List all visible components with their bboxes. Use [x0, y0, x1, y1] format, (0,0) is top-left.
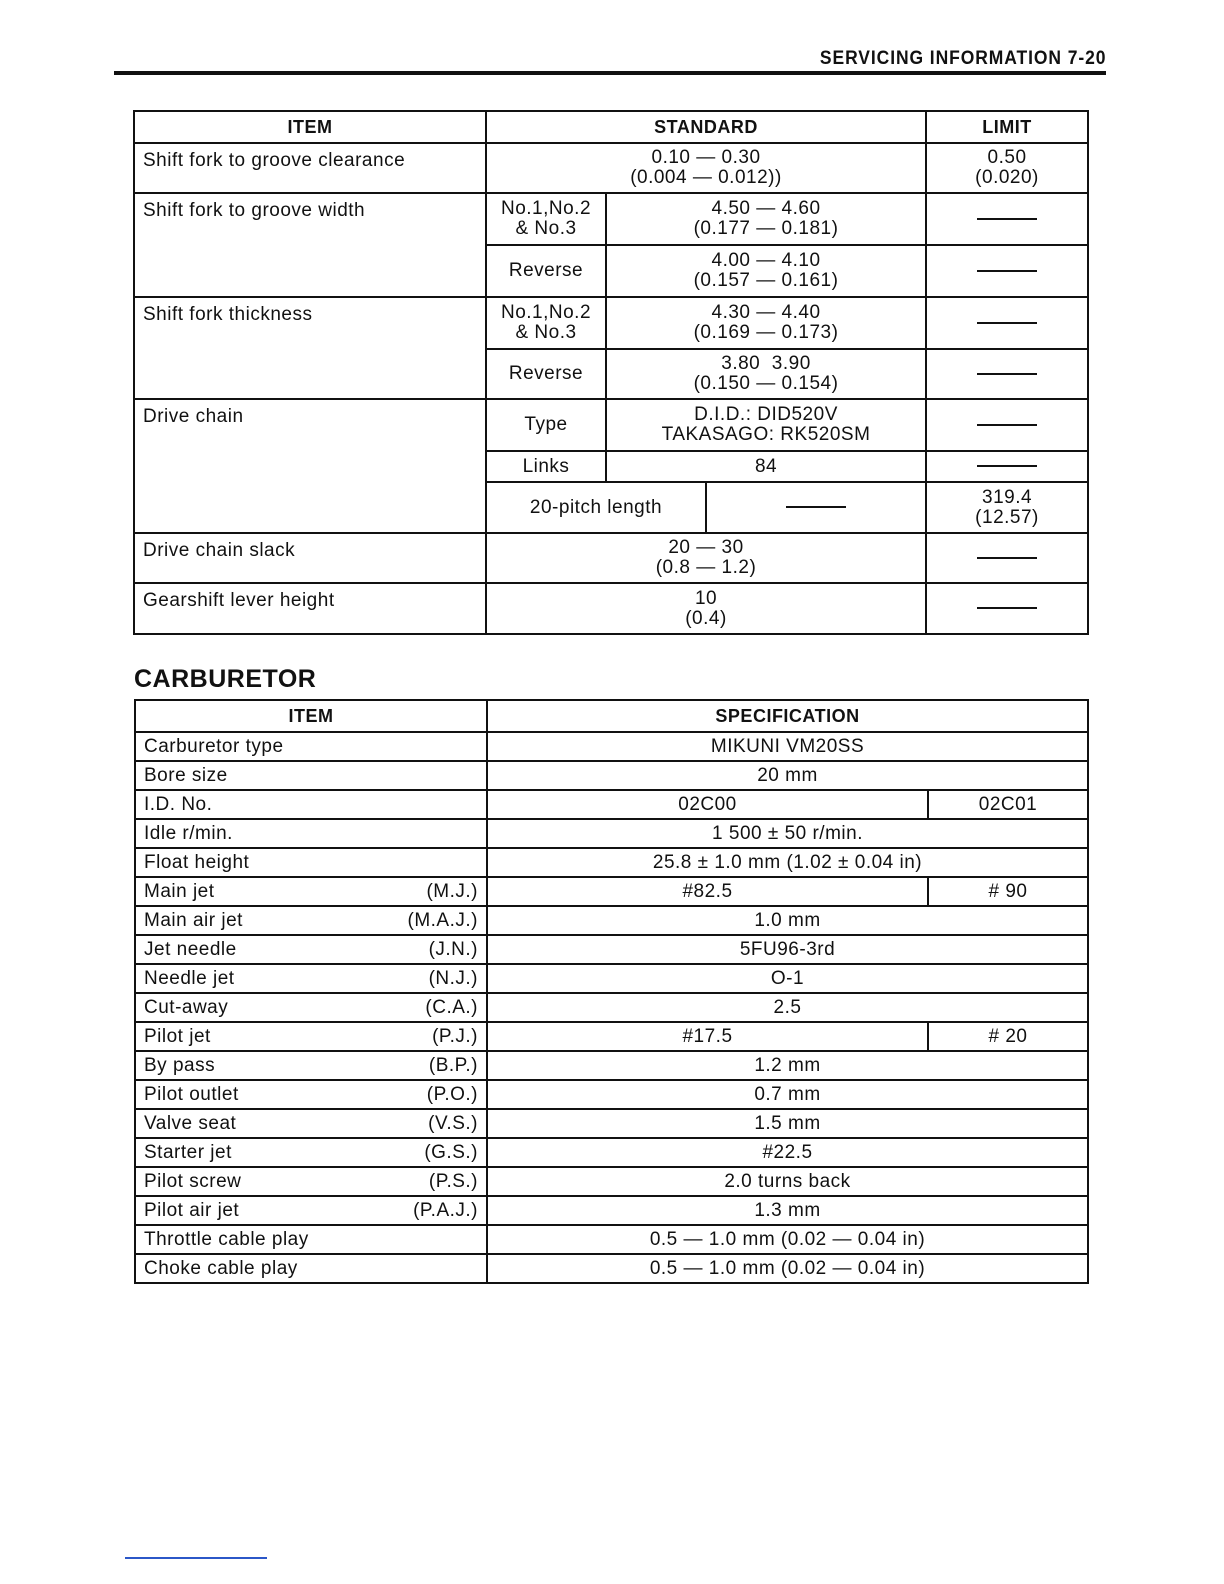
spec-cell: 0.5 — 1.0 mm (0.02 — 0.04 in) — [487, 1225, 1088, 1254]
spec-cell-alt: 02C01 — [928, 790, 1088, 819]
item-name: Bore size — [144, 764, 228, 786]
spec-cell: 1.2 mm — [487, 1051, 1088, 1080]
item-abbreviation: (P.A.J.) — [413, 1199, 478, 1221]
table-row — [135, 1080, 1088, 1109]
item-cell — [135, 790, 487, 819]
table-row — [135, 1254, 1088, 1283]
item-cell — [135, 1022, 487, 1051]
standard-cell: 84 — [606, 451, 926, 482]
item-cell — [135, 1225, 487, 1254]
spec-cell: 0.7 mm — [487, 1080, 1088, 1109]
table-row — [135, 761, 1088, 790]
standard-value-inch: (0.8 — 1.2) — [655, 557, 757, 578]
no-limit-dash — [977, 465, 1037, 467]
item-cell — [135, 964, 487, 993]
item-abbreviation: (J.N.) — [428, 938, 478, 960]
item-cell — [135, 848, 487, 877]
sub-item-cell: Type — [486, 399, 606, 451]
item-cell — [135, 1080, 487, 1109]
limit-value-inch: (0.020) — [975, 167, 1039, 188]
standard-value: D.I.D.: DID520V — [694, 404, 838, 425]
table-row — [135, 1109, 1088, 1138]
servicing-table — [133, 110, 1089, 635]
item-cell — [135, 935, 487, 964]
item-abbreviation: (P.O.) — [426, 1083, 478, 1105]
item-abbreviation: (P.S.) — [428, 1170, 478, 1192]
spec-cell: 2.0 turns back — [487, 1167, 1088, 1196]
no-limit-dash — [977, 322, 1037, 324]
spec-cell: #17.5 — [487, 1022, 928, 1051]
item-name: Pilot jet — [144, 1025, 211, 1047]
item-name: By pass — [144, 1054, 216, 1076]
sub-item-text: & No.3 — [515, 218, 577, 239]
limit-cell — [926, 193, 1088, 245]
spec-cell: 1.5 mm — [487, 1109, 1088, 1138]
item-cell: Drive chain slack — [134, 533, 486, 583]
sub-item-text: No.1,No.2 — [500, 198, 592, 219]
item-abbreviation: (B.P.) — [428, 1054, 478, 1076]
sub-item-cell — [486, 297, 606, 349]
limit-cell — [926, 533, 1088, 583]
table-row — [135, 1196, 1088, 1225]
standard-value: 4.30 — 4.40 — [711, 302, 821, 323]
item-cell — [135, 1051, 487, 1080]
spec-cell: 2.5 — [487, 993, 1088, 1022]
no-limit-dash — [977, 424, 1037, 426]
sub-item-cell: Reverse — [486, 245, 606, 297]
limit-cell — [926, 297, 1088, 349]
header-rule — [114, 71, 1106, 75]
carburetor-rows — [135, 732, 1088, 1283]
table-header-row — [135, 700, 1088, 732]
table-row — [135, 906, 1088, 935]
spec-cell-alt: # 90 — [928, 877, 1088, 906]
table-row — [135, 935, 1088, 964]
standard-cell — [486, 143, 926, 193]
spec-cell: 1.3 mm — [487, 1196, 1088, 1225]
item-cell: Shift fork to groove clearance — [134, 143, 486, 193]
item-name: Pilot air jet — [144, 1199, 240, 1221]
limit-cell — [926, 451, 1088, 482]
standard-value: 0.10 — 0.30 — [651, 147, 761, 168]
item-cell — [135, 906, 487, 935]
standard-value: 4.00 — 4.10 — [711, 250, 821, 271]
item-name: Idle r/min. — [144, 822, 233, 844]
item-name: Pilot outlet — [144, 1083, 239, 1105]
limit-value: 319.4 — [982, 486, 1033, 508]
no-limit-dash — [977, 557, 1037, 559]
spec-cell: #22.5 — [487, 1138, 1088, 1167]
limit-cell — [926, 245, 1088, 297]
item-name: Pilot screw — [144, 1170, 242, 1192]
item-cell — [135, 993, 487, 1022]
limit-cell — [926, 399, 1088, 451]
item-cell — [135, 1167, 487, 1196]
spec-cell: 0.5 — 1.0 mm (0.02 — 0.04 in) — [487, 1254, 1088, 1283]
standard-cell — [606, 245, 926, 297]
standard-cell — [486, 533, 926, 583]
item-name: Main jet — [144, 880, 215, 902]
no-limit-dash — [977, 218, 1037, 220]
item-name: Float height — [144, 851, 250, 873]
limit-value: 0.50 — [987, 147, 1027, 168]
item-cell — [135, 1196, 487, 1225]
item-cell — [135, 877, 487, 906]
table-row — [135, 848, 1088, 877]
table-row — [134, 533, 1088, 583]
standard-value-inch: (0.177 — 0.181) — [693, 218, 839, 239]
spec-cell: 25.8 ± 1.0 mm (1.02 ± 0.04 in) — [487, 848, 1088, 877]
table-row — [134, 143, 1088, 193]
standard-cell — [606, 297, 926, 349]
item-name: Choke cable play — [144, 1257, 298, 1279]
table-row — [135, 1167, 1088, 1196]
limit-cell — [926, 349, 1088, 399]
header-item: ITEM — [135, 700, 487, 732]
sub-item-cell: Links — [486, 451, 606, 482]
spec-cell: O-1 — [487, 964, 1088, 993]
header-standard: STANDARD — [486, 111, 926, 143]
table-row — [134, 399, 1088, 451]
standard-value: TAKASAGO: RK520SM — [661, 424, 871, 445]
limit-value-inch: (12.57) — [975, 506, 1039, 528]
table-row — [135, 877, 1088, 906]
item-cell: Drive chain — [134, 399, 486, 533]
sub-item-cell — [486, 193, 606, 245]
spec-cell: 1.0 mm — [487, 906, 1088, 935]
standard-value-inch: (0.157 — 0.161) — [693, 270, 839, 291]
standard-value: 4.50 — 4.60 — [711, 198, 821, 219]
sub-item-cell: 20-pitch length — [486, 482, 706, 533]
item-name: Carburetor type — [144, 735, 284, 757]
table-row — [135, 1022, 1088, 1051]
item-name: Starter jet — [144, 1141, 232, 1163]
standard-value-inch: (0.4) — [685, 607, 727, 629]
spec-cell-alt: # 20 — [928, 1022, 1088, 1051]
spec-cell: MIKUNI VM20SS — [487, 732, 1088, 761]
item-cell: Shift fork to groove width — [134, 193, 486, 297]
item-cell: Shift fork thickness — [134, 297, 486, 399]
sub-item-text: & No.3 — [515, 322, 577, 343]
item-name: Jet needle — [144, 938, 237, 960]
footer-rule — [125, 1557, 267, 1559]
item-name: Valve seat — [144, 1112, 237, 1134]
sub-item-text: No.1,No.2 — [500, 302, 592, 323]
no-limit-dash — [977, 373, 1037, 375]
table-row — [135, 1051, 1088, 1080]
item-abbreviation: (N.J.) — [428, 967, 478, 989]
item-cell — [135, 732, 487, 761]
item-name: Throttle cable play — [144, 1228, 309, 1250]
table-row — [135, 1225, 1088, 1254]
table-row — [135, 790, 1088, 819]
item-abbreviation: (M.A.J.) — [407, 909, 478, 931]
table-row — [135, 993, 1088, 1022]
item-cell — [135, 1138, 487, 1167]
table-row — [135, 964, 1088, 993]
no-limit-dash — [977, 607, 1037, 609]
item-cell — [135, 1109, 487, 1138]
standard-cell — [606, 399, 926, 451]
item-cell: Gearshift lever height — [134, 583, 486, 634]
standard-value-inch: (0.150 — 0.154) — [693, 373, 839, 394]
standard-cell — [486, 583, 926, 634]
item-cell — [135, 761, 487, 790]
table-row — [135, 819, 1088, 848]
item-abbreviation: (V.S.) — [428, 1112, 478, 1134]
standard-value-inch: (0.169 — 0.173) — [693, 322, 839, 343]
header-item: ITEM — [134, 111, 486, 143]
no-limit-dash — [977, 270, 1037, 272]
item-abbreviation: (P.J.) — [432, 1025, 478, 1047]
table-row — [134, 583, 1088, 634]
carburetor-table — [134, 699, 1089, 1284]
spec-cell: 5FU96-3rd — [487, 935, 1088, 964]
limit-cell — [926, 583, 1088, 634]
standard-value: 10 — [694, 587, 718, 609]
item-abbreviation: (M.J.) — [426, 880, 478, 902]
limit-cell — [926, 143, 1088, 193]
item-abbreviation: (G.S.) — [424, 1141, 478, 1163]
spec-cell: 1 500 ± 50 r/min. — [487, 819, 1088, 848]
table-header-row — [134, 111, 1088, 143]
item-cell — [135, 819, 487, 848]
page-header-title: SERVICING INFORMATION 7-20 — [819, 48, 1106, 69]
standard-value: 3.80 3.90 — [721, 353, 811, 374]
spec-cell: #82.5 — [487, 877, 928, 906]
table-row — [134, 193, 1088, 245]
spec-cell: 02C00 — [487, 790, 928, 819]
table-row — [135, 732, 1088, 761]
item-name: I.D. No. — [144, 793, 213, 815]
spec-cell: 20 mm — [487, 761, 1088, 790]
header-limit: LIMIT — [926, 111, 1088, 143]
standard-cell — [606, 193, 926, 245]
header-specification: SPECIFICATION — [487, 700, 1088, 732]
sub-item-cell: Reverse — [486, 349, 606, 399]
item-name: Needle jet — [144, 967, 235, 989]
table-row — [134, 297, 1088, 349]
table-row — [135, 1138, 1088, 1167]
item-cell — [135, 1254, 487, 1283]
standard-cell — [706, 482, 926, 533]
no-standard-dash — [786, 506, 846, 508]
item-name: Main air jet — [144, 909, 243, 931]
standard-value-inch: (0.004 — 0.012)) — [630, 167, 782, 188]
standard-value: 20 — 30 — [668, 537, 744, 558]
item-abbreviation: (C.A.) — [425, 996, 478, 1018]
item-name: Cut-away — [144, 996, 229, 1018]
section-title: CARBURETOR — [134, 665, 317, 693]
standard-cell — [606, 349, 926, 399]
limit-cell — [926, 482, 1088, 533]
